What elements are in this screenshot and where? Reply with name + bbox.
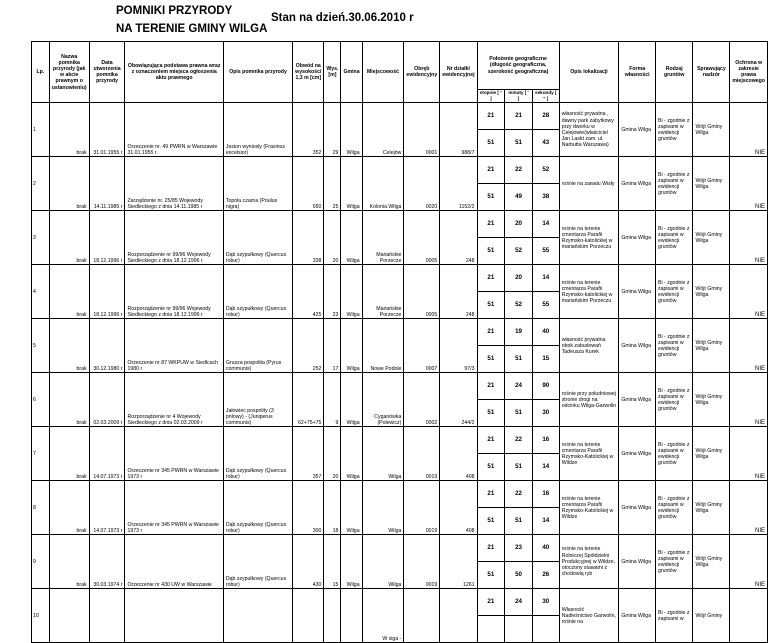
cell-lon-sec: 40 (532, 535, 559, 562)
cell-lon-deg: 21 (477, 589, 505, 616)
cell-lat-deg: 51 (477, 238, 505, 265)
cell-opis: Dąb szypułkowy (Quercus robur) (223, 211, 292, 265)
cell-nazwa: brak (49, 157, 89, 211)
cell-forma: Gmina Wilga (619, 211, 656, 265)
cell-ochrona: NIE (730, 319, 768, 373)
header-stopnie: stopnie [ ° ] (477, 90, 505, 103)
cell-miejscowosc: Cyganówka (Polewicz) (362, 373, 404, 427)
cell-lon-deg: 21 (477, 103, 505, 130)
cell-lokalizacja: rośnie na zawalu Wisły (559, 157, 619, 211)
cell-miejscowosc: Mariańskie Porzecze (362, 211, 404, 265)
cell-lp: 4 (32, 265, 50, 319)
cell-lat-deg: 51 (477, 130, 505, 157)
cell-forma: Gmina Wilga (619, 157, 656, 211)
cell-obreb: 0001 (404, 103, 440, 157)
cell-lon-sec: 40 (532, 319, 559, 346)
page-subtitle: NA TERENIE GMINY WILGA (116, 23, 268, 35)
cell-lokalizacja: rośnie na terenie Rolniczej Spółdzielni Produkcyjnej w Wildze, otoczony stawami z chodowią ryb (559, 535, 619, 589)
cell-wys: 17 (324, 319, 341, 373)
cell-podstawa: Orzeczenie nr 430 UW w Warszawie (125, 535, 223, 589)
cell-rodzaj: Bi - zgodnie z zapisami w ewidencji gruntów (655, 319, 692, 373)
monuments-table (31, 41, 768, 643)
header-wys: Wys. [m] (324, 42, 341, 103)
cell-lon-deg: 21 (477, 373, 505, 400)
cell-ochrona (730, 589, 768, 643)
cell-forma: Gmina Wilga (619, 373, 656, 427)
cell-lat-min: 51 (505, 346, 533, 373)
cell-lokalizacja: Własność Nadleśnictwo Garwolin, rośnie na (559, 589, 619, 643)
cell-dzialka: 248 (440, 211, 477, 265)
cell-forma: Gmina Wilga (619, 589, 656, 643)
cell-lat-sec: 38 (532, 184, 559, 211)
cell-rodzaj: Bi - zgodnie z zapisami w ewidencji gruntów (655, 103, 692, 157)
cell-data: 14.07.1973 r (89, 481, 125, 535)
cell-ochrona: NIE (730, 373, 768, 427)
cell-dzialka: 97/3 (440, 319, 477, 373)
table-row (32, 373, 768, 400)
cell-nazwa (49, 589, 89, 643)
cell-dzialka: 408 (440, 481, 477, 535)
cell-wys: 20 (324, 211, 341, 265)
cell-ochrona: NIE (730, 157, 768, 211)
cell-obwod: 338 (293, 211, 324, 265)
table-row (32, 535, 768, 562)
cell-opis: Jałowiec pospolity (3 pnlowy) - (Juniperus communis) (223, 373, 292, 427)
cell-rodzaj: Bi - zgodnie z zapisami w ewidencji gruntów (655, 373, 692, 427)
cell-lp: 7 (32, 427, 50, 481)
cell-rodzaj: Bi - zgodnie z zapisami w ewidencji gruntów (655, 427, 692, 481)
table-row (32, 481, 768, 508)
cell-lon-deg: 21 (477, 157, 505, 184)
cell-obwod: 425 (293, 265, 324, 319)
cell-forma: Gmina Wilga (619, 427, 656, 481)
cell-forma: Gmina Wilga (619, 319, 656, 373)
cell-lokalizacja: rośnie przy południowej stronie drogi na odcinku Wilga-Garwolin (559, 373, 619, 427)
table-row (32, 157, 768, 184)
cell-lat-deg: 51 (477, 508, 505, 535)
cell-sprawujacy: Wójt Gminy Wilga (693, 373, 730, 427)
cell-obwod: 430 (293, 535, 324, 589)
cell-wys: 18 (324, 481, 341, 535)
cell-opis: Jesion wyniosły (Fraxinus excelsior) (223, 103, 292, 157)
cell-lon-sec: 16 (532, 427, 559, 454)
cell-sprawujacy: Wójt Gminy Wilga (693, 103, 730, 157)
cell-lat-sec: 43 (532, 130, 559, 157)
cell-forma: Gmina Wilga (619, 265, 656, 319)
cell-miejscowosc: W siga - (362, 589, 404, 643)
cell-podstawa: Orzeczenie nr 87 WKPUW w Siedlcach 1980 r (125, 319, 223, 373)
cell-lp: 5 (32, 319, 50, 373)
cell-ochrona: NIE (730, 211, 768, 265)
cell-dzialka: 248 (440, 265, 477, 319)
cell-gmina: Wilga (341, 427, 362, 481)
cell-podstawa: Rozporządzenie nr 99/96 Wojewody Siedleckiego z dnia 18.12.1996 r (125, 211, 223, 265)
cell-gmina: Wilga (341, 319, 362, 373)
cell-dzialka: 988/7 (440, 103, 477, 157)
cell-ochrona: NIE (730, 103, 768, 157)
cell-nazwa: brak (49, 211, 89, 265)
cell-opis: Dąb szypułkowy (Quercus robur) (223, 427, 292, 481)
cell-lon-sec: 30 (532, 589, 559, 616)
cell-gmina: Wilga (341, 535, 362, 589)
cell-lat-sec: 55 (532, 292, 559, 319)
cell-dzialka: 244/2 (440, 373, 477, 427)
cell-lat-min: 50 (505, 562, 533, 589)
cell-lp: 9 (32, 535, 50, 589)
cell-lon-deg: 21 (477, 319, 505, 346)
cell-obwod: 650 (293, 157, 324, 211)
cell-lon-min: 19 (505, 319, 533, 346)
cell-miejscowosc: Nowe Podole (362, 319, 404, 373)
cell-nazwa: brak (49, 319, 89, 373)
cell-wys: 29 (324, 103, 341, 157)
header-opis: Opis pomnika przyrody (223, 42, 292, 103)
cell-gmina: Wilga (341, 157, 362, 211)
cell-nazwa: brak (49, 265, 89, 319)
cell-ochrona: NIE (730, 481, 768, 535)
cell-lon-min: 22 (505, 427, 533, 454)
cell-lon-min: 22 (505, 481, 533, 508)
header-ochrona: Ochrona w zakresie prawa miejscowego (730, 42, 768, 103)
cell-lp: 6 (32, 373, 50, 427)
cell-miejscowosc: Kolonia Wilga (362, 157, 404, 211)
cell-lat-deg: 51 (477, 292, 505, 319)
table-row (32, 211, 768, 238)
header-miejscowosc: Miejscowość (362, 42, 404, 103)
cell-obwod (293, 589, 324, 643)
cell-wys: 9 (324, 373, 341, 427)
cell-data (89, 589, 125, 643)
cell-lat-sec: 55 (532, 238, 559, 265)
cell-gmina: Wilga (341, 481, 362, 535)
cell-opis: Topola czarna (Poulus nigra) (223, 157, 292, 211)
cell-lon-min: 20 (505, 265, 533, 292)
table-row (32, 427, 768, 454)
cell-lokalizacja: rośnie na terenie cmentarza Parafii Rzymsko-katolickiej w mariańskim Porzeczu (559, 211, 619, 265)
cell-lon-min: 20 (505, 211, 533, 238)
cell-gmina: Wilga (341, 265, 362, 319)
cell-data: 30.12.1980 r (89, 319, 125, 373)
cell-lon-deg: 21 (477, 211, 505, 238)
cell-podstawa: Orzeczenie nr. 49 PWRN w Warszawie 31.01.1955 r. (125, 103, 223, 157)
status-date: Stan na dzień.30.06.2010 r (271, 12, 414, 24)
cell-data: 02.03.2009 r (89, 373, 125, 427)
cell-rodzaj: Bi - zgodnie z zapisami w ewidencji gruntów (655, 157, 692, 211)
cell-lon-min: 21 (505, 103, 533, 130)
cell-lon-sec: 28 (532, 103, 559, 130)
cell-podstawa: Orzeczenie nr 345 PWRN w Warszawie 1973 r (125, 481, 223, 535)
cell-podstawa: Rozporządzenie nr 99/96 Wojewody Siedleckiego z dnia 18.12.1996 r (125, 265, 223, 319)
cell-lat-sec: 14 (532, 454, 559, 481)
cell-obreb: 0005 (404, 211, 440, 265)
cell-lat-sec: 30 (532, 400, 559, 427)
cell-obwod: 300 (293, 481, 324, 535)
cell-obreb: 0005 (404, 265, 440, 319)
cell-obreb (404, 589, 440, 643)
cell-lon-min: 23 (505, 535, 533, 562)
cell-miejscowosc: Wilga (362, 427, 404, 481)
cell-lat-min: 51 (505, 508, 533, 535)
cell-lp: 3 (32, 211, 50, 265)
table-row (32, 265, 768, 292)
cell-lat-deg: 51 (477, 346, 505, 373)
cell-miejscowosc: Mariańskie Porzecze (362, 265, 404, 319)
cell-lon-deg: 21 (477, 481, 505, 508)
cell-obreb: 0019 (404, 481, 440, 535)
cell-ochrona: NIE (730, 535, 768, 589)
cell-sprawujacy: Wójt Gminy Wilga (693, 265, 730, 319)
cell-rodzaj: Bi - zgodnie z zapisami w ewidencji gruntów (655, 481, 692, 535)
cell-wys (324, 589, 341, 643)
header-gmina: Gmina (341, 42, 362, 103)
header-lp: Lp. (32, 42, 50, 103)
cell-obwod: 352 (293, 103, 324, 157)
cell-nazwa: brak (49, 535, 89, 589)
cell-dzialka: 408 (440, 427, 477, 481)
cell-lon-min: 22 (505, 157, 533, 184)
cell-ochrona: NIE (730, 427, 768, 481)
cell-wys: 23 (324, 265, 341, 319)
cell-podstawa (125, 589, 223, 643)
cell-gmina (341, 589, 362, 643)
cell-lon-sec: 90 (532, 373, 559, 400)
cell-lon-sec: 16 (532, 481, 559, 508)
cell-gmina: Wilga (341, 211, 362, 265)
header-polozenie: Położenie geograficzne (długość geograficzna, szerokość geograficzna) (477, 42, 559, 90)
header-obreb: Obręb ewidencyjny (404, 42, 440, 103)
cell-lokalizacja: rośnie na terenie cmentarza Parafii Rzymsko-katolickiej w mariańskim Porzeczu (559, 265, 619, 319)
header-sprawujacy: Sprawujący nadzór (693, 42, 730, 103)
cell-podstawa: Rozporządzenie nr 4 Wojewody Siedleckiego z dnia 02.03.2009 r (125, 373, 223, 427)
cell-lat-deg: 51 (477, 454, 505, 481)
cell-data: 14.11.1985 r (89, 157, 125, 211)
cell-lon-deg: 21 (477, 427, 505, 454)
cell-rodzaj: Bi - zgodnie z zapisami w ewidencji gruntów (655, 535, 692, 589)
cell-rodzaj: Bi - zgodnie z zapisami w ewidencji gruntów (655, 211, 692, 265)
header-rodzaj: Rodzaj gruntów (655, 42, 692, 103)
cell-nazwa: brak (49, 481, 89, 535)
cell-lokalizacja: własność prywatna , dawny park zabytkowy przy dworku w Celejowie(właściciel Jan Laskt zam. ul. Narbutta Warszawa) (559, 103, 619, 157)
cell-miejscowosc: Wilga (362, 535, 404, 589)
cell-lp: 10 (32, 589, 50, 643)
cell-lon-sec: 52 (532, 157, 559, 184)
cell-sprawujacy: Wójt Gminy Wilga (693, 427, 730, 481)
cell-nazwa: brak (49, 103, 89, 157)
cell-lat-sec: 26 (532, 562, 559, 589)
cell-forma: Gmina Wilga (619, 103, 656, 157)
cell-opis: Dąb szypułkowy (Quercus robur) (223, 535, 292, 589)
cell-lat-min: 51 (505, 130, 533, 157)
cell-lat-min: 49 (505, 184, 533, 211)
cell-lat-min: 51 (505, 454, 533, 481)
cell-data: 31.01.1955 r (89, 103, 125, 157)
cell-lat-min: 52 (505, 292, 533, 319)
cell-podstawa: Orzeczenie nr 345 PWRN w Warszawie 1973 r (125, 427, 223, 481)
cell-data: 30.03.1974 r (89, 535, 125, 589)
cell-rodzaj: Bi - zgodnie z zapisami w (655, 589, 692, 643)
header-podstawa: Obowiązująca podstawa prawna wraz z oznaczeniem miejsca ogłoszenia aktu prawnego (125, 42, 223, 103)
cell-lat-min: 52 (505, 238, 533, 265)
cell-gmina: Wilga (341, 373, 362, 427)
cell-nazwa: brak (49, 373, 89, 427)
cell-sprawujacy: Wójt Gminy Wilga (693, 157, 730, 211)
cell-podstawa: Zarządzenie nr. 25/85 Wojewody Siedleckiego z dnia 14.11.1985 r (125, 157, 223, 211)
cell-lon-deg: 21 (477, 535, 505, 562)
cell-lat-deg: 51 (477, 184, 505, 211)
cell-lon-min: 24 (505, 373, 533, 400)
cell-forma: Gmina Wilga (619, 481, 656, 535)
table-row (32, 319, 768, 346)
cell-obwod: 252 (293, 319, 324, 373)
table-row (32, 103, 768, 130)
cell-data: 18.12.1996 r (89, 211, 125, 265)
cell-lat-sec (532, 616, 559, 643)
cell-lokalizacja: rośnie na terenie cmentarza Parafii Rzymsko-Katolickiej w Wildze (559, 427, 619, 481)
cell-lokalizacja: rośnie na terenie cmentarza Parafii Rzymsko-Katolickiej w Wildze (559, 481, 619, 535)
table-row (32, 589, 768, 616)
cell-lp: 1 (32, 103, 50, 157)
cell-lp: 2 (32, 157, 50, 211)
cell-lat-deg: 51 (477, 400, 505, 427)
cell-rodzaj: Bi - zgodnie z zapisami w ewidencji gruntów (655, 265, 692, 319)
header-forma: Forma własności (619, 42, 656, 103)
cell-ochrona: NIE (730, 265, 768, 319)
cell-data: 14.07.1973 r (89, 427, 125, 481)
cell-sprawujacy: Wójt Gminy Wilga (693, 481, 730, 535)
cell-obreb: 0007 (404, 319, 440, 373)
cell-lat-deg (477, 616, 505, 643)
cell-nazwa: brak (49, 427, 89, 481)
cell-wys: 25 (324, 157, 341, 211)
cell-dzialka: 1152/2 (440, 157, 477, 211)
cell-lat-deg: 51 (477, 562, 505, 589)
cell-obwod: 357 (293, 427, 324, 481)
cell-wys: 15 (324, 535, 341, 589)
cell-wys: 20 (324, 427, 341, 481)
cell-lat-min: 51 (505, 400, 533, 427)
cell-lat-min (505, 616, 533, 643)
header-sekundy: sekundy [ " ] (532, 90, 559, 103)
cell-sprawujacy: Wójt Gminy (693, 589, 730, 643)
cell-miejscowosc: Celejów (362, 103, 404, 157)
cell-sprawujacy: Wójt Gminy Wilga (693, 319, 730, 373)
cell-lat-sec: 15 (532, 346, 559, 373)
header-nazwa: Nazwa pomnika przyrody (jak w akcie prawnym o ustanowieniu) (49, 42, 89, 103)
cell-dzialka (440, 589, 477, 643)
header-dzialka: Nr działki ewidencyjnej (440, 42, 477, 103)
cell-opis: Dąb szypułkowy (Quercus robur) (223, 265, 292, 319)
header-lokalizacja: Opis lokalizacji (559, 42, 619, 103)
cell-data: 18.12.1996 r (89, 265, 125, 319)
cell-obwod: 62+75+75 (293, 373, 324, 427)
cell-obreb: 0020 (404, 157, 440, 211)
cell-sprawujacy: Wójt Gminy Wilga (693, 211, 730, 265)
cell-lokalizacja: własność prywatna obok zabudowań Tadeusza Kurek (559, 319, 619, 373)
cell-sprawujacy: Wójt Gminy Wilga (693, 535, 730, 589)
cell-lp: 8 (32, 481, 50, 535)
cell-opis (223, 589, 292, 643)
header-data: Data utworzenia pomnika przyrody (89, 42, 125, 103)
cell-opis: Grusza pospolita (Pyrus communis) (223, 319, 292, 373)
cell-lon-sec: 14 (532, 265, 559, 292)
cell-lon-sec: 14 (532, 211, 559, 238)
header-obwod: Obwód na wysokości 1,3 m [cm] (293, 42, 324, 103)
page-title: POMNIKI PRZYRODY (116, 5, 233, 17)
cell-obreb: 0019 (404, 427, 440, 481)
cell-lon-deg: 21 (477, 265, 505, 292)
cell-dzialka: 1261 (440, 535, 477, 589)
cell-gmina: Wilga (341, 103, 362, 157)
cell-lon-min: 24 (505, 589, 533, 616)
cell-obreb: 0002 (404, 373, 440, 427)
cell-forma: Gmina Wilga (619, 535, 656, 589)
cell-miejscowosc: Wilga (362, 481, 404, 535)
cell-lat-sec: 14 (532, 508, 559, 535)
header-minuty: minuty [ ' ] (505, 90, 533, 103)
cell-obreb: 0019 (404, 535, 440, 589)
cell-opis: Dąb szypułkowy (Quercus robur) (223, 481, 292, 535)
